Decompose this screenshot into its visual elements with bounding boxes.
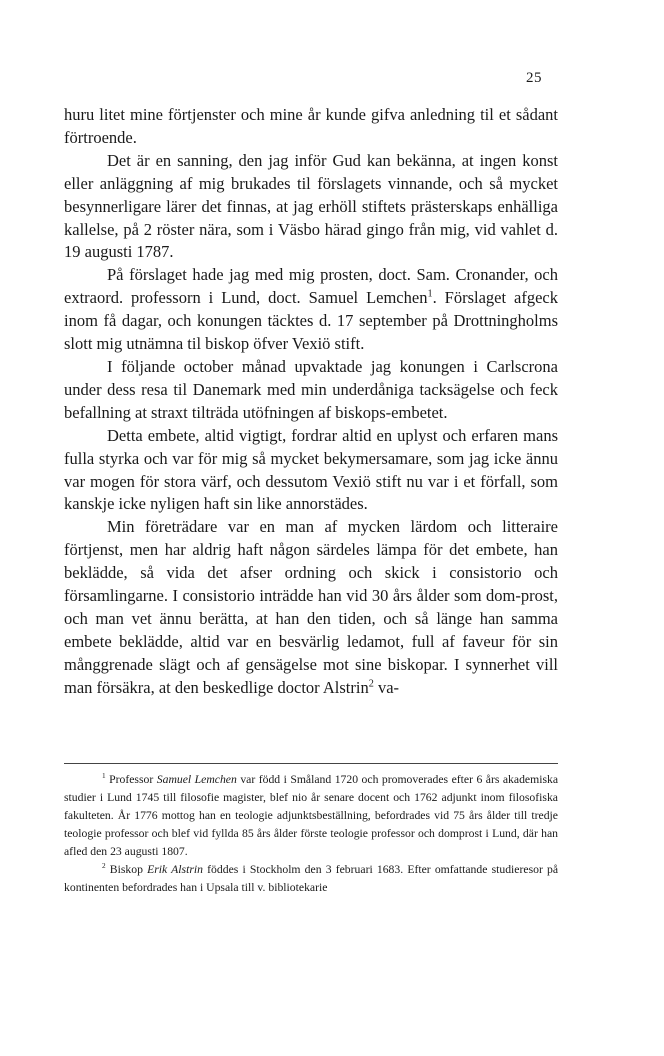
- footnote-person-name: Samuel Lemchen: [156, 773, 237, 786]
- paragraph: [64, 356, 558, 425]
- paragraph: [64, 425, 558, 517]
- page-number: 25: [526, 70, 542, 86]
- paragraph-text: I följande october månad upvaktade jag konungen i Carlscrona under dess resa til Danemark med min underdåniga tacksägelse och feck befallning at straxt tilträda utöfningen af biskops-embetet.: [64, 356, 558, 422]
- footnotes: [64, 771, 558, 897]
- paragraph: [64, 516, 558, 699]
- footnote-person-name: Erik Alstrin: [147, 863, 203, 876]
- footnote-label: Professor: [109, 773, 154, 786]
- footnote-text: föddes i Stockholm den 3 februari 1683. Efter omfattande studieresor på kontinenten befordrades han i Upsala till v. bibliotekarie: [64, 863, 559, 894]
- paragraph-text: På förslaget hade jag med mig prosten, doct. Sam. Cronander, och extraord. professorn i Lund, doct. Samuel Lemchen: [64, 265, 558, 308]
- body-text: [64, 104, 558, 700]
- footnote-reference: 1: [427, 288, 433, 300]
- footnote-text: var född i Småland 1720 och promoverades efter 6 års akademiska studier i Lund 1745 till filosofie magister, blef nio år senare docent och 1762 adjunkt inom filosofiska fakulteten. År 1776 mottog han en teologie adjunktsbeställning, befordrades vid 75 års ålder till tredje teologie professor och blef vid fyllda 85 års ålder förste teologie professor och domprost i Lund, där han afled den 23 augusti 1807.: [64, 773, 559, 858]
- paragraph-text: Det är en sanning, den jag inför Gud kan bekänna, at ingen konst eller anläggning af mig brukades til förslagets vinnande, och så mycket besynnerligare lärer det finnas, at jag erhöll stiftets prästerskaps enhälliga kallelse, på 2 röster nära, som i Väsbo härad gingo från mig, vid vahlet d. 19 augusti 1787.: [64, 150, 558, 262]
- paragraph: [64, 150, 558, 265]
- footnote: [64, 771, 558, 861]
- paragraph-text: . Förslaget afgeck inom få dagar, och konungen täcktes d. 17 september på Drottningholms slott mig utnämna til biskop öfver Vexiö stift.: [64, 288, 558, 354]
- paragraph-text: Detta embete, altid vigtigt, fordrar altid en uplyst och erfaren mans fulla styrka och var för mig så mycket bekymersamare, som jag icke ännu var mogen för stora värf, och dessutom Vexiö stift nu var i et förfall, som kanskje icke nyligen haft sin like annorstädes.: [64, 425, 558, 514]
- paragraph-text: Min företrädare var en man af mycken lärdom och litteraire förtjenst, men har aldrig haft någon särdeles lämpa för det embete, han beklädde, så vida det afser ordning och skick i consistorio och församlingarne. I consistorio inträdde han vid 30 års ålder som dom-prost, och man vet ännu berätta, at han den tiden, och så länge han samma embete beklädde, altid var en besvärlig ledamot, full af faveur för sin månggrenade slägt och af gensägelse mot sine biskopar. I synnerhet vill man försäkra, at den beskedlige doctor Alstrin: [64, 517, 558, 697]
- footnote-label: Biskop: [109, 863, 143, 876]
- footnote-reference: 2: [368, 678, 374, 690]
- footnote-mark: 1: [102, 772, 106, 781]
- paragraph-text: va-: [373, 677, 400, 697]
- paragraph: [64, 264, 558, 356]
- footnote: [64, 861, 558, 897]
- footnote-divider: [64, 763, 558, 764]
- paragraph: [64, 104, 558, 150]
- footnote-mark: 2: [102, 862, 106, 871]
- paragraph-text: huru litet mine förtjenster och mine år kunde gifva anledning til et sådant förtroende.: [64, 105, 558, 147]
